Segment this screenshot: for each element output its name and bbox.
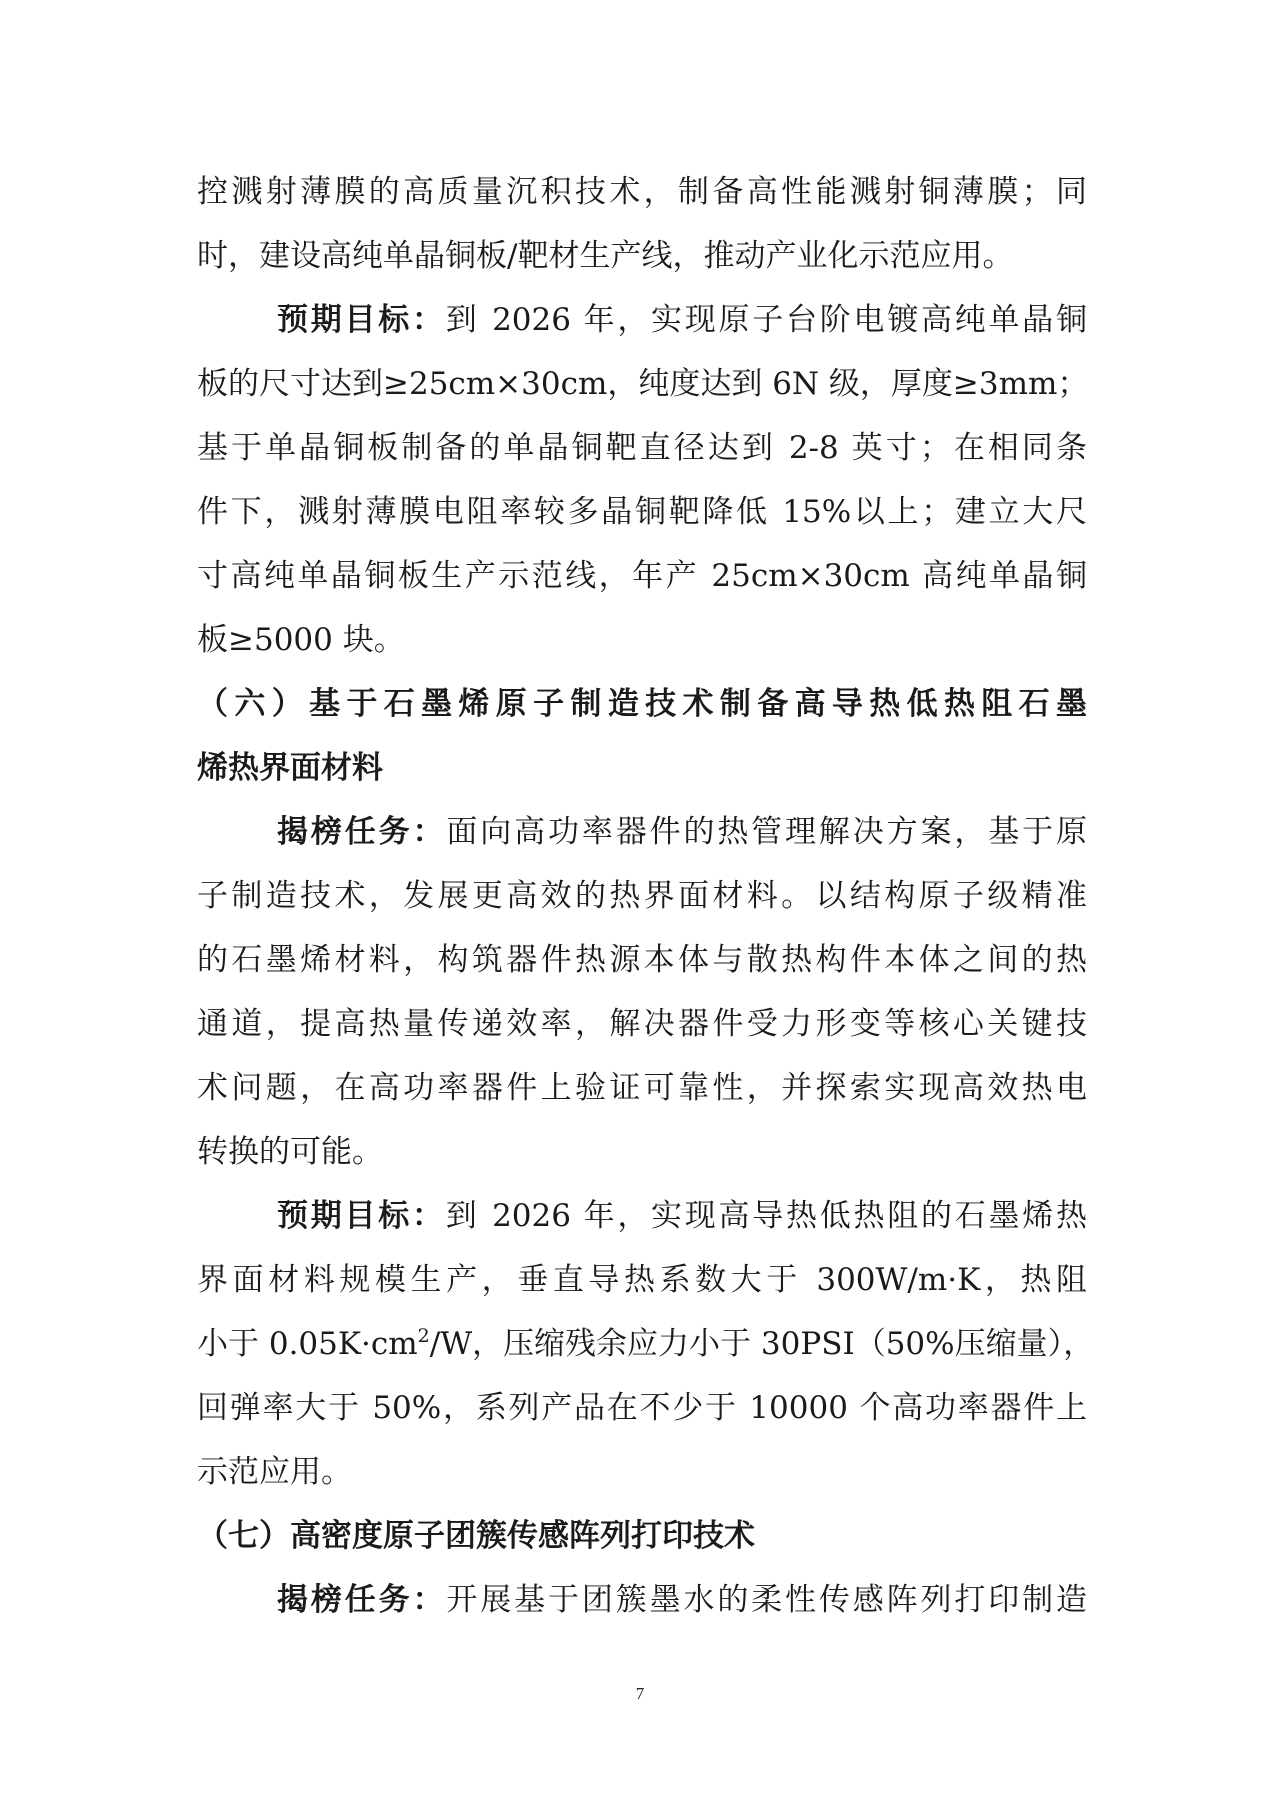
paragraph <box>197 288 1087 672</box>
paragraph-lead: 揭榜任务： <box>277 1582 447 1618</box>
paragraph <box>197 1184 1095 1504</box>
paragraph <box>197 1568 1087 1632</box>
paragraph <box>197 800 1087 1184</box>
text-line <box>197 288 1087 352</box>
text-run: 开展基于团簇墨水的柔性传感阵列打印制造 <box>446 1582 1088 1618</box>
text-line: 控溅射薄膜的高质量沉积技术，制备高性能溅射铜薄膜；同 <box>197 174 1087 210</box>
text-line: 通道，提高热量传递效率，解决器件受力形变等核心关键技 <box>197 1006 1087 1042</box>
paragraph <box>197 160 1087 288</box>
text-run: 到 2026 年，实现原子台阶电镀高纯单晶铜 <box>445 302 1087 338</box>
text-line: 板的尺寸达到≥25cm×30cm，纯度达到 6N 级，厚度≥3mm； <box>197 366 1089 402</box>
section-heading <box>197 1504 1087 1568</box>
section-heading <box>197 672 1087 800</box>
text-line <box>197 1184 1087 1248</box>
text-run: /W， <box>429 1326 504 1362</box>
text-run: 到 2026 年，实现高导热低热阻的石墨烯热 <box>445 1198 1087 1234</box>
text-line: 回弹率大于 50%，系列产品在不少于 10000 个高功率器件上 <box>197 1390 1087 1426</box>
text-line: 的石墨烯材料，构筑器件热源本体与散热构件本体之间的热 <box>197 942 1087 978</box>
text-line: 基于单晶铜板制备的单晶铜靶直径达到 2-8 英寸；在相同条 <box>197 430 1087 466</box>
text-line: 件下，溅射薄膜电阻率较多晶铜靶降低 15%以上；建立大尺 <box>197 494 1087 530</box>
text-line: 时，建设高纯单晶铜板/靶材生产线，推动产业化示范应用。 <box>197 238 1014 274</box>
text-line: 子制造技术，发展更高效的热界面材料。以结构原子级精准 <box>197 878 1087 914</box>
document-page <box>197 160 1095 1632</box>
paragraph-lead: 揭榜任务： <box>277 814 447 850</box>
text-line: 示范应用。 <box>197 1454 352 1490</box>
text-line <box>197 800 1087 864</box>
text-run: 压缩残余应力小于 30PSI（50%压缩量）， <box>503 1326 1095 1362</box>
text-line: 寸高纯单晶铜板生产示范线，年产 25cm×30cm 高纯单晶铜 <box>197 558 1087 594</box>
text-line: 术问题，在高功率器件上验证可靠性，并探索实现高效热电 <box>197 1070 1087 1106</box>
text-run: 面向高功率器件的热管理解决方案，基于原 <box>446 814 1088 850</box>
text-line: 板≥5000 块。 <box>197 622 405 658</box>
paragraph-lead: 预期目标： <box>277 1198 446 1234</box>
page-number: 7 <box>635 1684 645 1703</box>
heading-line: （六）基于石墨烯原子制造技术制备高导热低热阻石墨 <box>197 686 1087 722</box>
heading-line: 烯热界面材料 <box>197 750 383 786</box>
text-line <box>197 1312 1095 1376</box>
text-line: 转换的可能。 <box>197 1134 383 1170</box>
text-run: 小于 0.05K·cm <box>197 1326 418 1362</box>
superscript: 2 <box>417 1325 430 1347</box>
text-line <box>197 1568 1087 1632</box>
text-line: 界面材料规模生产，垂直导热系数大于 300W/m·K，热阻 <box>197 1262 1087 1298</box>
heading-line: （七）高密度原子团簇传感阵列打印技术 <box>197 1518 755 1554</box>
paragraph-lead: 预期目标： <box>277 302 446 338</box>
